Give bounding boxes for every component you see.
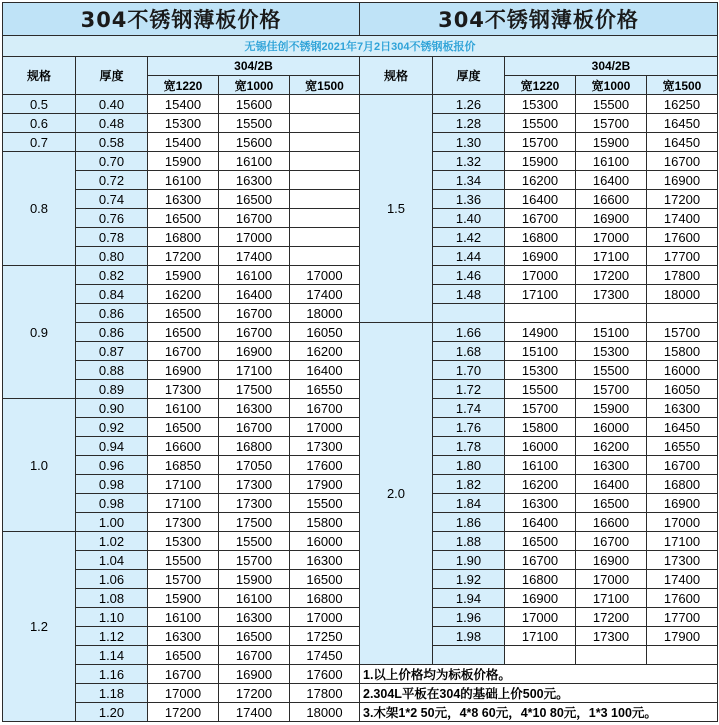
price-cell [290, 190, 360, 209]
price-cell: 17300 [219, 494, 290, 513]
thickness-cell: 0.84 [76, 285, 148, 304]
price-cell: 16500 [148, 304, 219, 323]
thickness-cell: 0.96 [76, 456, 148, 475]
price-cell: 15900 [219, 570, 290, 589]
price-cell: 16500 [148, 418, 219, 437]
table-row [3, 684, 718, 703]
header-thickness-right: 厚度 [433, 57, 505, 95]
price-table [2, 2, 718, 722]
thickness-cell: 0.92 [76, 418, 148, 437]
price-cell: 17200 [148, 703, 219, 722]
thickness-cell: 0.80 [76, 247, 148, 266]
price-cell: 17200 [576, 266, 647, 285]
price-cell: 16500 [148, 323, 219, 342]
price-cell [290, 228, 360, 247]
price-cell: 17000 [576, 228, 647, 247]
price-cell: 16800 [647, 475, 718, 494]
price-cell: 15300 [576, 342, 647, 361]
price-cell: 16900 [219, 342, 290, 361]
price-cell: 17000 [647, 513, 718, 532]
price-cell: 17300 [576, 627, 647, 646]
price-cell: 16900 [148, 361, 219, 380]
thickness-cell: 0.78 [76, 228, 148, 247]
price-cell: 14900 [505, 323, 576, 342]
thickness-cell: 1.28 [433, 114, 505, 133]
thickness-cell: 0.40 [76, 95, 148, 114]
price-cell: 17250 [290, 627, 360, 646]
price-cell: 15500 [576, 361, 647, 380]
header-width-right: 宽1000 [576, 76, 647, 95]
thickness-cell: 1.40 [433, 209, 505, 228]
price-cell: 16300 [505, 494, 576, 513]
price-cell: 17000 [576, 570, 647, 589]
price-cell: 16050 [647, 380, 718, 399]
price-cell: 16200 [576, 437, 647, 456]
thickness-cell: 0.90 [76, 399, 148, 418]
price-cell: 17800 [647, 266, 718, 285]
price-cell: 16900 [219, 665, 290, 684]
header-thickness-left: 厚度 [76, 57, 148, 95]
price-cell: 16800 [505, 228, 576, 247]
price-cell: 17100 [148, 475, 219, 494]
price-cell: 16500 [576, 494, 647, 513]
price-cell: 17100 [148, 494, 219, 513]
price-cell: 16600 [576, 513, 647, 532]
price-cell: 16400 [505, 513, 576, 532]
price-cell: 16800 [148, 228, 219, 247]
price-cell: 16700 [647, 456, 718, 475]
price-cell [290, 95, 360, 114]
price-cell: 16300 [148, 627, 219, 646]
price-cell: 17000 [148, 684, 219, 703]
thickness-cell: 1.92 [433, 570, 505, 589]
thickness-cell: 1.20 [76, 703, 148, 722]
header-spec-right: 规格 [360, 57, 433, 95]
thickness-cell: 1.74 [433, 399, 505, 418]
thickness-cell: 0.48 [76, 114, 148, 133]
price-cell: 16900 [576, 551, 647, 570]
thickness-cell: 1.94 [433, 589, 505, 608]
title-right: 304不锈钢薄板价格 [360, 3, 718, 36]
price-cell: 17000 [505, 608, 576, 627]
price-cell: 15700 [576, 380, 647, 399]
header-width-left: 宽1000 [219, 76, 290, 95]
price-cell: 15700 [505, 399, 576, 418]
price-cell: 15700 [219, 551, 290, 570]
price-cell: 16400 [576, 475, 647, 494]
price-cell: 16700 [576, 532, 647, 551]
thickness-cell: 0.76 [76, 209, 148, 228]
header-width-left: 宽1220 [148, 76, 219, 95]
thickness-cell: 1.04 [76, 551, 148, 570]
thickness-cell: 1.46 [433, 266, 505, 285]
price-cell: 17500 [219, 513, 290, 532]
header-width-right: 宽1220 [505, 76, 576, 95]
price-cell: 16500 [219, 190, 290, 209]
thickness-cell: 0.86 [76, 304, 148, 323]
thickness-cell: 1.02 [76, 532, 148, 551]
price-cell: 16700 [505, 209, 576, 228]
thickness-cell: 0.94 [76, 437, 148, 456]
price-cell: 16700 [148, 665, 219, 684]
price-cell: 16700 [219, 418, 290, 437]
price-cell: 16700 [219, 323, 290, 342]
thickness-cell: 0.72 [76, 171, 148, 190]
price-cell: 16000 [290, 532, 360, 551]
price-cell: 17000 [290, 608, 360, 627]
price-cell: 16300 [219, 171, 290, 190]
thickness-cell: 0.86 [76, 323, 148, 342]
price-cell: 15500 [219, 532, 290, 551]
thickness-cell: 1.00 [76, 513, 148, 532]
thickness-cell: 1.32 [433, 152, 505, 171]
price-cell: 15800 [647, 342, 718, 361]
price-cell: 16700 [290, 399, 360, 418]
price-cell: 16800 [505, 570, 576, 589]
price-cell: 17400 [647, 209, 718, 228]
thickness-cell: 1.82 [433, 475, 505, 494]
price-cell: 15100 [576, 323, 647, 342]
price-cell: 16600 [148, 437, 219, 456]
thickness-cell: 0.70 [76, 152, 148, 171]
price-cell: 15800 [505, 418, 576, 437]
price-cell: 16400 [576, 171, 647, 190]
price-cell: 16450 [647, 114, 718, 133]
price-cell: 16900 [647, 171, 718, 190]
price-cell [290, 133, 360, 152]
price-cell: 17400 [219, 247, 290, 266]
price-cell: 16200 [148, 285, 219, 304]
price-cell: 16000 [647, 361, 718, 380]
spec-cell: 0.7 [3, 133, 76, 152]
price-cell: 17050 [219, 456, 290, 475]
price-cell: 16300 [576, 456, 647, 475]
price-cell: 16700 [219, 646, 290, 665]
thickness-cell: 1.70 [433, 361, 505, 380]
price-cell: 16400 [290, 361, 360, 380]
price-cell: 17600 [290, 665, 360, 684]
header-width-right: 宽1500 [647, 76, 718, 95]
price-cell: 17000 [290, 266, 360, 285]
spec-cell: 0.9 [3, 266, 76, 399]
price-cell: 16100 [219, 152, 290, 171]
thickness-cell: 1.44 [433, 247, 505, 266]
thickness-cell: 1.14 [76, 646, 148, 665]
thickness-cell: 1.16 [76, 665, 148, 684]
price-cell: 17300 [148, 513, 219, 532]
price-cell: 15300 [505, 361, 576, 380]
price-cell: 17100 [505, 627, 576, 646]
price-cell: 16850 [148, 456, 219, 475]
spec-cell: 0.6 [3, 114, 76, 133]
price-cell: 16300 [219, 399, 290, 418]
price-cell [290, 209, 360, 228]
spec-cell: 2.0 [360, 323, 433, 665]
price-cell: 18000 [290, 304, 360, 323]
price-cell: 16100 [148, 608, 219, 627]
price-cell: 15300 [505, 95, 576, 114]
price-cell: 16100 [148, 171, 219, 190]
price-cell: 16100 [576, 152, 647, 171]
price-cell: 15900 [505, 152, 576, 171]
price-cell: 17200 [219, 684, 290, 703]
table-row [3, 323, 718, 342]
spec-cell: 0.8 [3, 152, 76, 266]
price-cell: 15300 [148, 532, 219, 551]
price-cell: 17800 [290, 684, 360, 703]
price-cell: 16500 [290, 570, 360, 589]
price-cell: 15400 [148, 95, 219, 114]
thickness-cell: 1.86 [433, 513, 505, 532]
thickness-cell: 1.06 [76, 570, 148, 589]
price-cell: 15900 [576, 133, 647, 152]
price-cell: 16000 [505, 437, 576, 456]
price-cell: 15500 [576, 95, 647, 114]
thickness-cell: 1.76 [433, 418, 505, 437]
thickness-cell: 1.80 [433, 456, 505, 475]
price-cell: 15500 [148, 551, 219, 570]
price-cell: 18000 [647, 285, 718, 304]
thickness-cell: 1.48 [433, 285, 505, 304]
price-cell: 16800 [290, 589, 360, 608]
price-cell [576, 304, 647, 323]
thickness-cell: 1.26 [433, 95, 505, 114]
price-cell: 16250 [647, 95, 718, 114]
thickness-cell: 1.98 [433, 627, 505, 646]
thickness-cell: 1.68 [433, 342, 505, 361]
price-cell: 16300 [647, 399, 718, 418]
price-cell: 16600 [576, 190, 647, 209]
thickness-cell [433, 646, 505, 665]
note-text: 2.304L平板在304的基础上价500元。 [360, 684, 718, 703]
thickness-cell: 1.72 [433, 380, 505, 399]
spec-cell: 1.2 [3, 532, 76, 722]
header-spec-left: 规格 [3, 57, 76, 95]
price-cell: 15800 [290, 513, 360, 532]
title-left: 304不锈钢薄板价格 [3, 3, 360, 36]
price-cell: 17100 [576, 247, 647, 266]
table-row [3, 57, 718, 76]
table-row [3, 3, 718, 36]
price-cell: 17600 [647, 589, 718, 608]
price-cell: 17000 [219, 228, 290, 247]
price-cell: 17500 [219, 380, 290, 399]
thickness-cell: 1.36 [433, 190, 505, 209]
price-cell: 15700 [148, 570, 219, 589]
price-cell: 15700 [505, 133, 576, 152]
price-cell: 17000 [505, 266, 576, 285]
price-cell: 17600 [290, 456, 360, 475]
price-cell [505, 646, 576, 665]
price-cell: 17200 [576, 608, 647, 627]
thickness-cell: 0.74 [76, 190, 148, 209]
price-cell: 16100 [505, 456, 576, 475]
table-row [3, 665, 718, 684]
price-cell: 16200 [505, 475, 576, 494]
thickness-cell: 1.84 [433, 494, 505, 513]
price-cell: 15100 [505, 342, 576, 361]
spec-cell: 1.0 [3, 399, 76, 532]
price-cell [290, 171, 360, 190]
thickness-cell: 0.82 [76, 266, 148, 285]
price-cell: 15700 [576, 114, 647, 133]
price-cell: 18000 [290, 703, 360, 722]
price-cell: 17900 [647, 627, 718, 646]
price-cell: 15600 [219, 133, 290, 152]
price-cell: 16500 [148, 209, 219, 228]
price-cell: 16700 [505, 551, 576, 570]
price-cell: 17300 [576, 285, 647, 304]
price-cell: 17300 [647, 551, 718, 570]
price-cell: 16900 [647, 494, 718, 513]
header-grade-right: 304/2B [505, 57, 718, 76]
thickness-cell: 1.42 [433, 228, 505, 247]
price-cell: 15700 [647, 323, 718, 342]
price-cell: 16100 [219, 266, 290, 285]
price-cell: 16700 [148, 342, 219, 361]
thickness-cell: 0.98 [76, 494, 148, 513]
table-row [3, 703, 718, 722]
price-cell: 17900 [290, 475, 360, 494]
price-cell: 15500 [505, 114, 576, 133]
price-cell: 16900 [505, 247, 576, 266]
spec-cell: 1.5 [360, 95, 433, 323]
price-cell [290, 152, 360, 171]
price-cell: 17100 [576, 589, 647, 608]
price-cell: 17300 [148, 380, 219, 399]
thickness-cell: 1.88 [433, 532, 505, 551]
thickness-cell: 1.12 [76, 627, 148, 646]
header-width-left: 宽1500 [290, 76, 360, 95]
price-cell: 17200 [647, 190, 718, 209]
price-cell: 17600 [647, 228, 718, 247]
price-cell: 15500 [219, 114, 290, 133]
thickness-cell: 1.78 [433, 437, 505, 456]
price-cell: 17300 [219, 475, 290, 494]
note-text: 3.木架1*2 50元，4*8 60元，4*10 80元，1*3 100元。 [360, 703, 718, 722]
price-cell: 16100 [219, 589, 290, 608]
price-cell: 15900 [148, 589, 219, 608]
price-cell: 17400 [647, 570, 718, 589]
price-cell: 15300 [148, 114, 219, 133]
price-cell [647, 646, 718, 665]
price-cell: 16450 [647, 133, 718, 152]
thickness-cell: 1.96 [433, 608, 505, 627]
thickness-cell: 0.87 [76, 342, 148, 361]
price-cell: 16800 [219, 437, 290, 456]
price-cell: 17100 [505, 285, 576, 304]
price-cell: 16700 [219, 209, 290, 228]
price-cell: 16700 [219, 304, 290, 323]
price-cell: 15400 [148, 133, 219, 152]
thickness-cell: 1.66 [433, 323, 505, 342]
price-cell [647, 304, 718, 323]
thickness-cell: 0.58 [76, 133, 148, 152]
price-cell: 16500 [219, 627, 290, 646]
thickness-cell: 0.88 [76, 361, 148, 380]
price-cell: 16550 [290, 380, 360, 399]
thickness-cell: 1.90 [433, 551, 505, 570]
price-cell: 16300 [219, 608, 290, 627]
price-cell: 15600 [219, 95, 290, 114]
price-cell: 17100 [219, 361, 290, 380]
price-cell: 16900 [505, 589, 576, 608]
price-cell: 16500 [505, 532, 576, 551]
thickness-cell: 0.89 [76, 380, 148, 399]
price-cell [505, 304, 576, 323]
price-cell: 16300 [148, 190, 219, 209]
price-cell [290, 247, 360, 266]
thickness-cell: 1.30 [433, 133, 505, 152]
spec-cell: 0.5 [3, 95, 76, 114]
price-cell: 16000 [576, 418, 647, 437]
price-cell: 16700 [647, 152, 718, 171]
price-cell [576, 646, 647, 665]
price-cell: 16050 [290, 323, 360, 342]
price-cell: 17700 [647, 247, 718, 266]
price-cell: 15500 [290, 494, 360, 513]
header-grade-left: 304/2B [148, 57, 360, 76]
price-cell: 16200 [290, 342, 360, 361]
thickness-cell: 1.08 [76, 589, 148, 608]
price-cell: 17200 [148, 247, 219, 266]
price-cell: 16100 [148, 399, 219, 418]
price-cell: 16400 [505, 190, 576, 209]
price-cell: 17400 [219, 703, 290, 722]
price-cell: 17700 [647, 608, 718, 627]
thickness-cell [433, 304, 505, 323]
thickness-cell: 0.98 [76, 475, 148, 494]
price-cell: 15900 [148, 152, 219, 171]
subtitle: 无锡佳创不锈钢2021年7月2日304不锈钢板报价 [3, 36, 718, 57]
price-cell: 16500 [148, 646, 219, 665]
table-row [3, 36, 718, 57]
price-cell: 16450 [647, 418, 718, 437]
price-cell: 16550 [647, 437, 718, 456]
price-cell: 15900 [576, 399, 647, 418]
price-cell [290, 114, 360, 133]
thickness-cell: 1.18 [76, 684, 148, 703]
table-row [3, 95, 718, 114]
price-cell: 16900 [576, 209, 647, 228]
price-cell: 16400 [219, 285, 290, 304]
price-cell: 17100 [647, 532, 718, 551]
price-cell: 17400 [290, 285, 360, 304]
price-cell: 16200 [505, 171, 576, 190]
price-cell: 15900 [148, 266, 219, 285]
price-cell: 16300 [290, 551, 360, 570]
price-cell: 17000 [290, 418, 360, 437]
thickness-cell: 1.10 [76, 608, 148, 627]
note-text: 1.以上价格均为标板价格。 [360, 665, 718, 684]
thickness-cell: 1.34 [433, 171, 505, 190]
price-cell: 15500 [505, 380, 576, 399]
price-cell: 17450 [290, 646, 360, 665]
price-cell: 17300 [290, 437, 360, 456]
